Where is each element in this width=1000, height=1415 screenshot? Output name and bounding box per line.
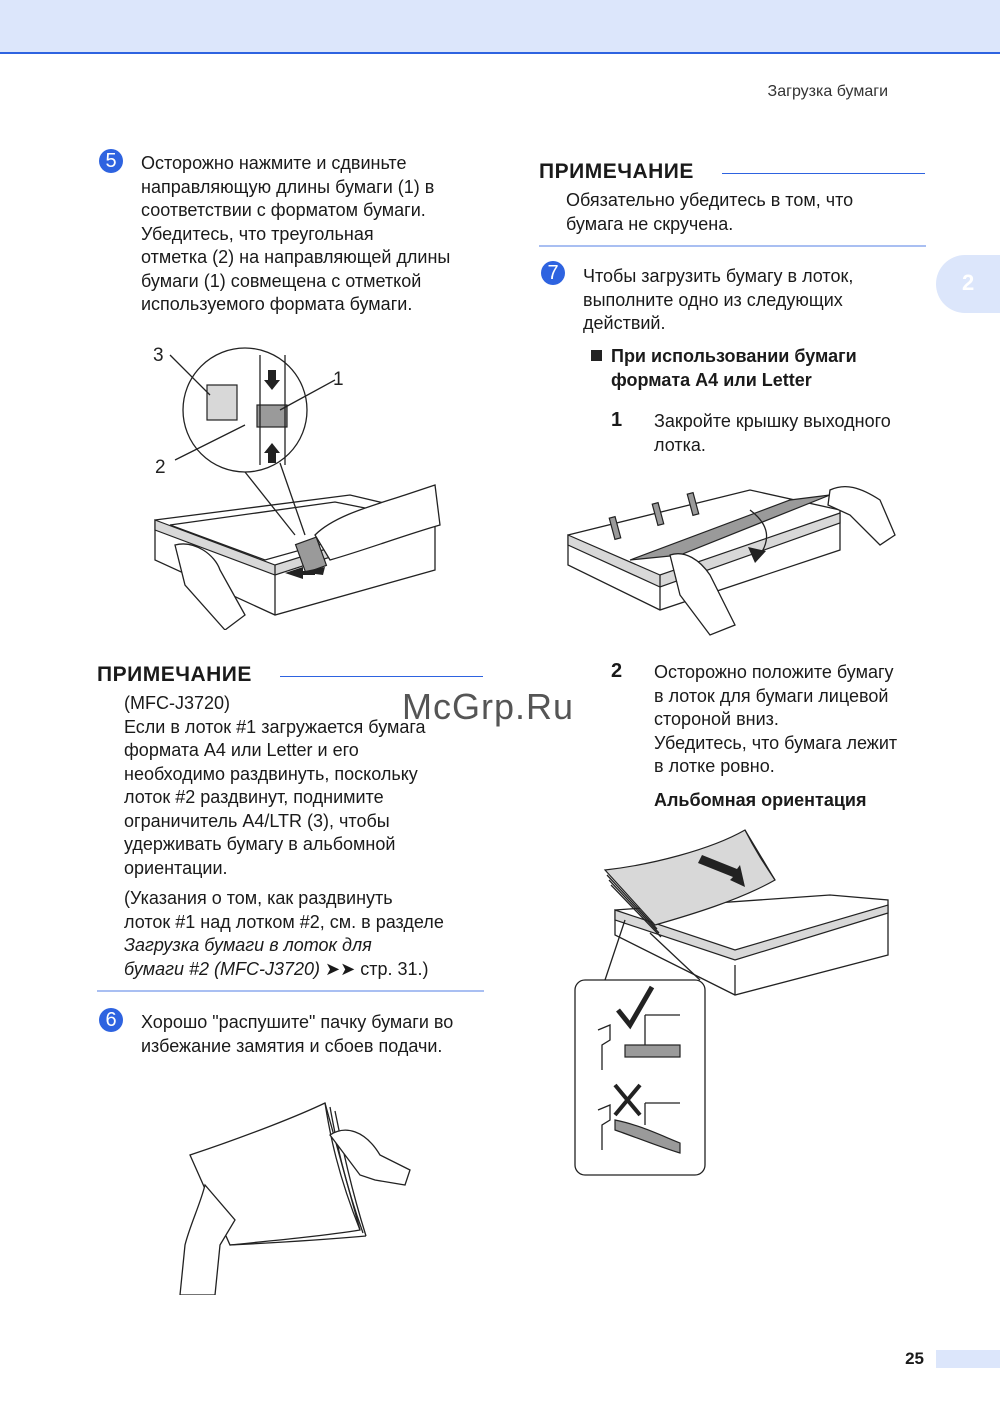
watermark-text: McGrp.Ru bbox=[402, 686, 575, 727]
page-reference-link[interactable]: ➤➤ стр. 31.) bbox=[325, 958, 429, 979]
substep-2-number: 2 bbox=[611, 660, 623, 682]
chapter-number: 2 bbox=[962, 270, 975, 295]
step-5-text: Осторожно нажмите и сдвиньте направляющую длины бумаги (1) в соответствии с форматом бумаги. Убедитесь, что треугольная отметка (2) на направляющей длины бумаги (1) совмещена с отметкой используемого формата бумаги. bbox=[141, 153, 451, 314]
section-title: Загрузка бумаги bbox=[767, 83, 888, 100]
note-right-title: ПРИМЕЧАНИЕ bbox=[539, 160, 694, 183]
step-6-marker: 6 bbox=[99, 1008, 123, 1032]
note-right-rule bbox=[722, 173, 925, 174]
substep-1-text: Закройте крышку выходного лотка. bbox=[654, 411, 891, 455]
callout-3: 3 bbox=[153, 345, 164, 366]
chapter-tab bbox=[936, 255, 1000, 313]
step-5-marker: 5 bbox=[99, 149, 123, 173]
top-banner bbox=[0, 0, 1000, 54]
note-left-rule bbox=[280, 676, 483, 677]
fan-paper-illustration bbox=[160, 1095, 430, 1295]
bullet-square-icon bbox=[591, 350, 602, 361]
bullet-heading: При использовании бумаги формата A4 или Letter bbox=[611, 346, 857, 390]
note-left-title: ПРИМЕЧАНИЕ bbox=[97, 663, 252, 686]
callout-1: 1 bbox=[333, 369, 344, 390]
substep-2-text: Осторожно положите бумагу в лоток для бумаги лицевой стороной вниз. Убедитесь, что бумага лежит в лотке ровно. bbox=[654, 662, 898, 776]
substep-1-number: 1 bbox=[611, 409, 623, 431]
load-paper-illustration bbox=[570, 825, 900, 1185]
note-left-para2: (Указания о том, как раздвинуть лоток #1 над лотком #2, см. в разделе Загрузка бумаги в лоток для бумаги #2 (MFC-J3720) ➤➤ стр. 31.) bbox=[124, 888, 444, 979]
step-7-marker: 7 bbox=[541, 261, 565, 285]
note-left-bottom-rule bbox=[97, 990, 484, 992]
page-tab bbox=[936, 1350, 1000, 1368]
note-right-bottom-rule bbox=[539, 245, 926, 247]
callout-2: 2 bbox=[155, 457, 166, 478]
page-number: 25 bbox=[905, 1349, 924, 1368]
note-left-para1: (MFC-J3720) Если в лоток #1 загружается бумага формата A4 или Letter и его необходимо раздвинуть, поскольку лоток #2 раздвинут, поднимите ограничитель A4/LTR (3), чтобы удерживать бумагу в альбомной ориентации. bbox=[124, 693, 426, 878]
step-6-text: Хорошо "распушите" пачку бумаги во избежание замятия и сбоев подачи. bbox=[141, 1012, 454, 1056]
orientation-label: Альбомная ориентация bbox=[654, 790, 867, 810]
note-right-text: Обязательно убедитесь в том, что бумага не скручена. bbox=[566, 190, 854, 234]
tray-guide-illustration bbox=[145, 335, 445, 630]
close-cover-illustration bbox=[560, 475, 900, 645]
step-7-text: Чтобы загрузить бумагу в лоток, выполните одно из следующих действий. bbox=[583, 266, 854, 333]
